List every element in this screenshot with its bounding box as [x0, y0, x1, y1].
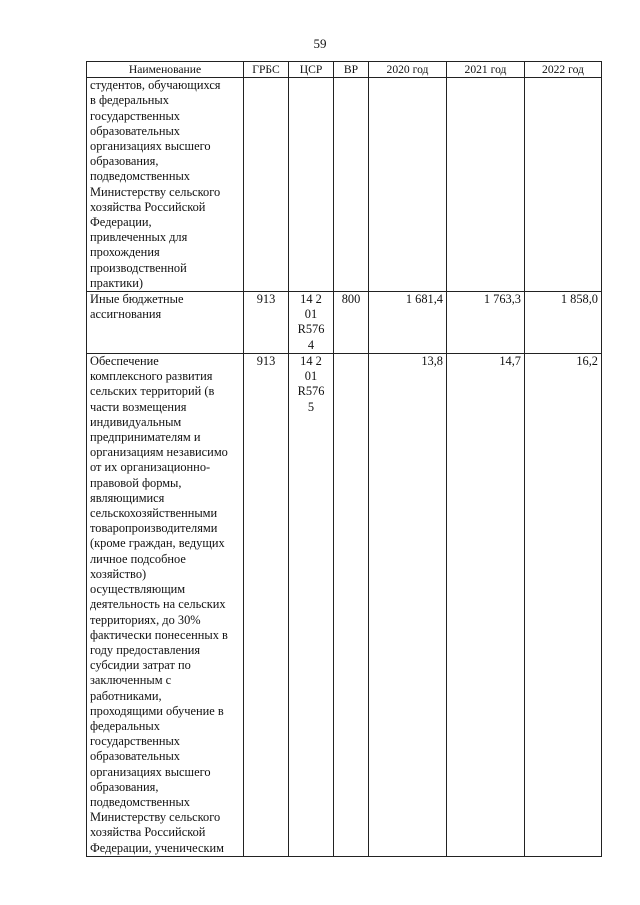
name-line: деятельность на сельских [90, 597, 226, 612]
cell-vr [334, 78, 369, 292]
name-line: заключенным с [90, 673, 172, 688]
name-line: товаропроизводителями [90, 521, 218, 536]
csr-line: 01 [304, 369, 318, 384]
table-row [87, 292, 602, 354]
csr-line: R576 [297, 384, 325, 399]
csr-line: R576 [297, 322, 325, 337]
cell-grbs: 913 [244, 292, 289, 354]
name-line: государственных [90, 734, 181, 749]
name-line: ассигнования [90, 307, 162, 322]
cell-2021: 14,7 [447, 354, 525, 857]
table-row [87, 354, 602, 857]
name-line: студентов, обучающихся [90, 78, 221, 93]
cell-csr [289, 354, 334, 857]
page-number: 59 [313, 36, 327, 51]
name-line: фактически понесенных в [90, 627, 228, 642]
name-line: подведомственных [90, 169, 190, 184]
csr-line: 01 [304, 307, 318, 322]
name-line: территориях, до 30% [90, 612, 201, 627]
name-line: являющимися [90, 490, 165, 505]
cell-name [87, 78, 244, 292]
csr-line: 5 [307, 399, 315, 414]
name-line: организациям независимо [90, 445, 228, 460]
cell-csr [289, 78, 334, 292]
name-line: году предоставления [90, 642, 201, 657]
csr-line: 14 2 [300, 354, 322, 369]
name-line: правовой формы, [90, 475, 182, 490]
column-header-2020: 2020 год [369, 62, 447, 78]
name-line: проходящими обучение в [90, 703, 224, 718]
cell-2022: 1 858,0 [525, 292, 602, 354]
name-line: государственных [90, 108, 181, 123]
name-line: образования, [90, 779, 159, 794]
cell-2020: 1 681,4 [369, 292, 447, 354]
name-line: индивидуальным [90, 414, 182, 429]
name-line: организациях высшего [90, 764, 211, 779]
column-header-vr: ВР [334, 62, 369, 78]
name-line: части возмещения [90, 399, 187, 414]
cell-csr [289, 292, 334, 354]
column-header-2022: 2022 год [525, 62, 602, 78]
name-line: хозяйства Российской [90, 199, 206, 214]
name-line: в федеральных [90, 93, 169, 108]
name-line: Федерации, [90, 215, 152, 230]
name-line: Иные бюджетные [90, 292, 184, 307]
table-row [87, 78, 602, 292]
cell-grbs: 913 [244, 354, 289, 857]
name-line: Министерству сельского [90, 184, 221, 199]
table-header-row [87, 62, 602, 78]
cell-2021 [447, 78, 525, 292]
name-line: Федерации, ученическим [90, 840, 224, 855]
name-line: федеральных [90, 718, 160, 733]
column-header-2021: 2021 год [447, 62, 525, 78]
name-line: образовательных [90, 749, 180, 764]
name-line: сельских территорий (в [90, 384, 215, 399]
cell-vr: 800 [334, 292, 369, 354]
name-line: хозяйства Российской [90, 825, 206, 840]
name-line: личное подсобное [90, 551, 186, 566]
name-line: прохождения [90, 245, 160, 260]
column-header-csr: ЦСР [289, 62, 334, 78]
name-line: образовательных [90, 123, 180, 138]
cell-name [87, 292, 244, 354]
name-line: организациях высшего [90, 139, 211, 154]
name-line: комплексного развития [90, 369, 213, 384]
cell-2022 [525, 78, 602, 292]
csr-line: 14 2 [300, 292, 322, 307]
name-line: сельскохозяйственными [90, 506, 218, 521]
cell-2021: 1 763,3 [447, 292, 525, 354]
name-line: практики) [90, 275, 144, 290]
name-line: хозяйство) [90, 566, 147, 581]
name-line: работниками, [90, 688, 162, 703]
name-line: привлеченных для [90, 230, 188, 245]
cell-2020: 13,8 [369, 354, 447, 857]
name-line: субсидии затрат по [90, 658, 191, 673]
cell-2020 [369, 78, 447, 292]
cell-2022: 16,2 [525, 354, 602, 857]
name-line: Обеспечение [90, 354, 159, 369]
csr-line: 4 [307, 337, 315, 352]
name-line: образования, [90, 154, 159, 169]
column-header-grbs: ГРБС [244, 62, 289, 78]
name-line: Министерству сельского [90, 810, 221, 825]
name-line: (кроме граждан, ведущих [90, 536, 225, 551]
column-header-name: Наименование [87, 62, 244, 78]
name-line: производственной [90, 260, 187, 275]
cell-name [87, 354, 244, 857]
name-line: осуществляющим [90, 582, 186, 597]
name-line: от их организационно- [90, 460, 211, 475]
name-line: подведомственных [90, 794, 190, 809]
name-line: предпринимателям и [90, 430, 201, 445]
budget-table [86, 61, 602, 857]
cell-grbs [244, 78, 289, 292]
cell-vr [334, 354, 369, 857]
